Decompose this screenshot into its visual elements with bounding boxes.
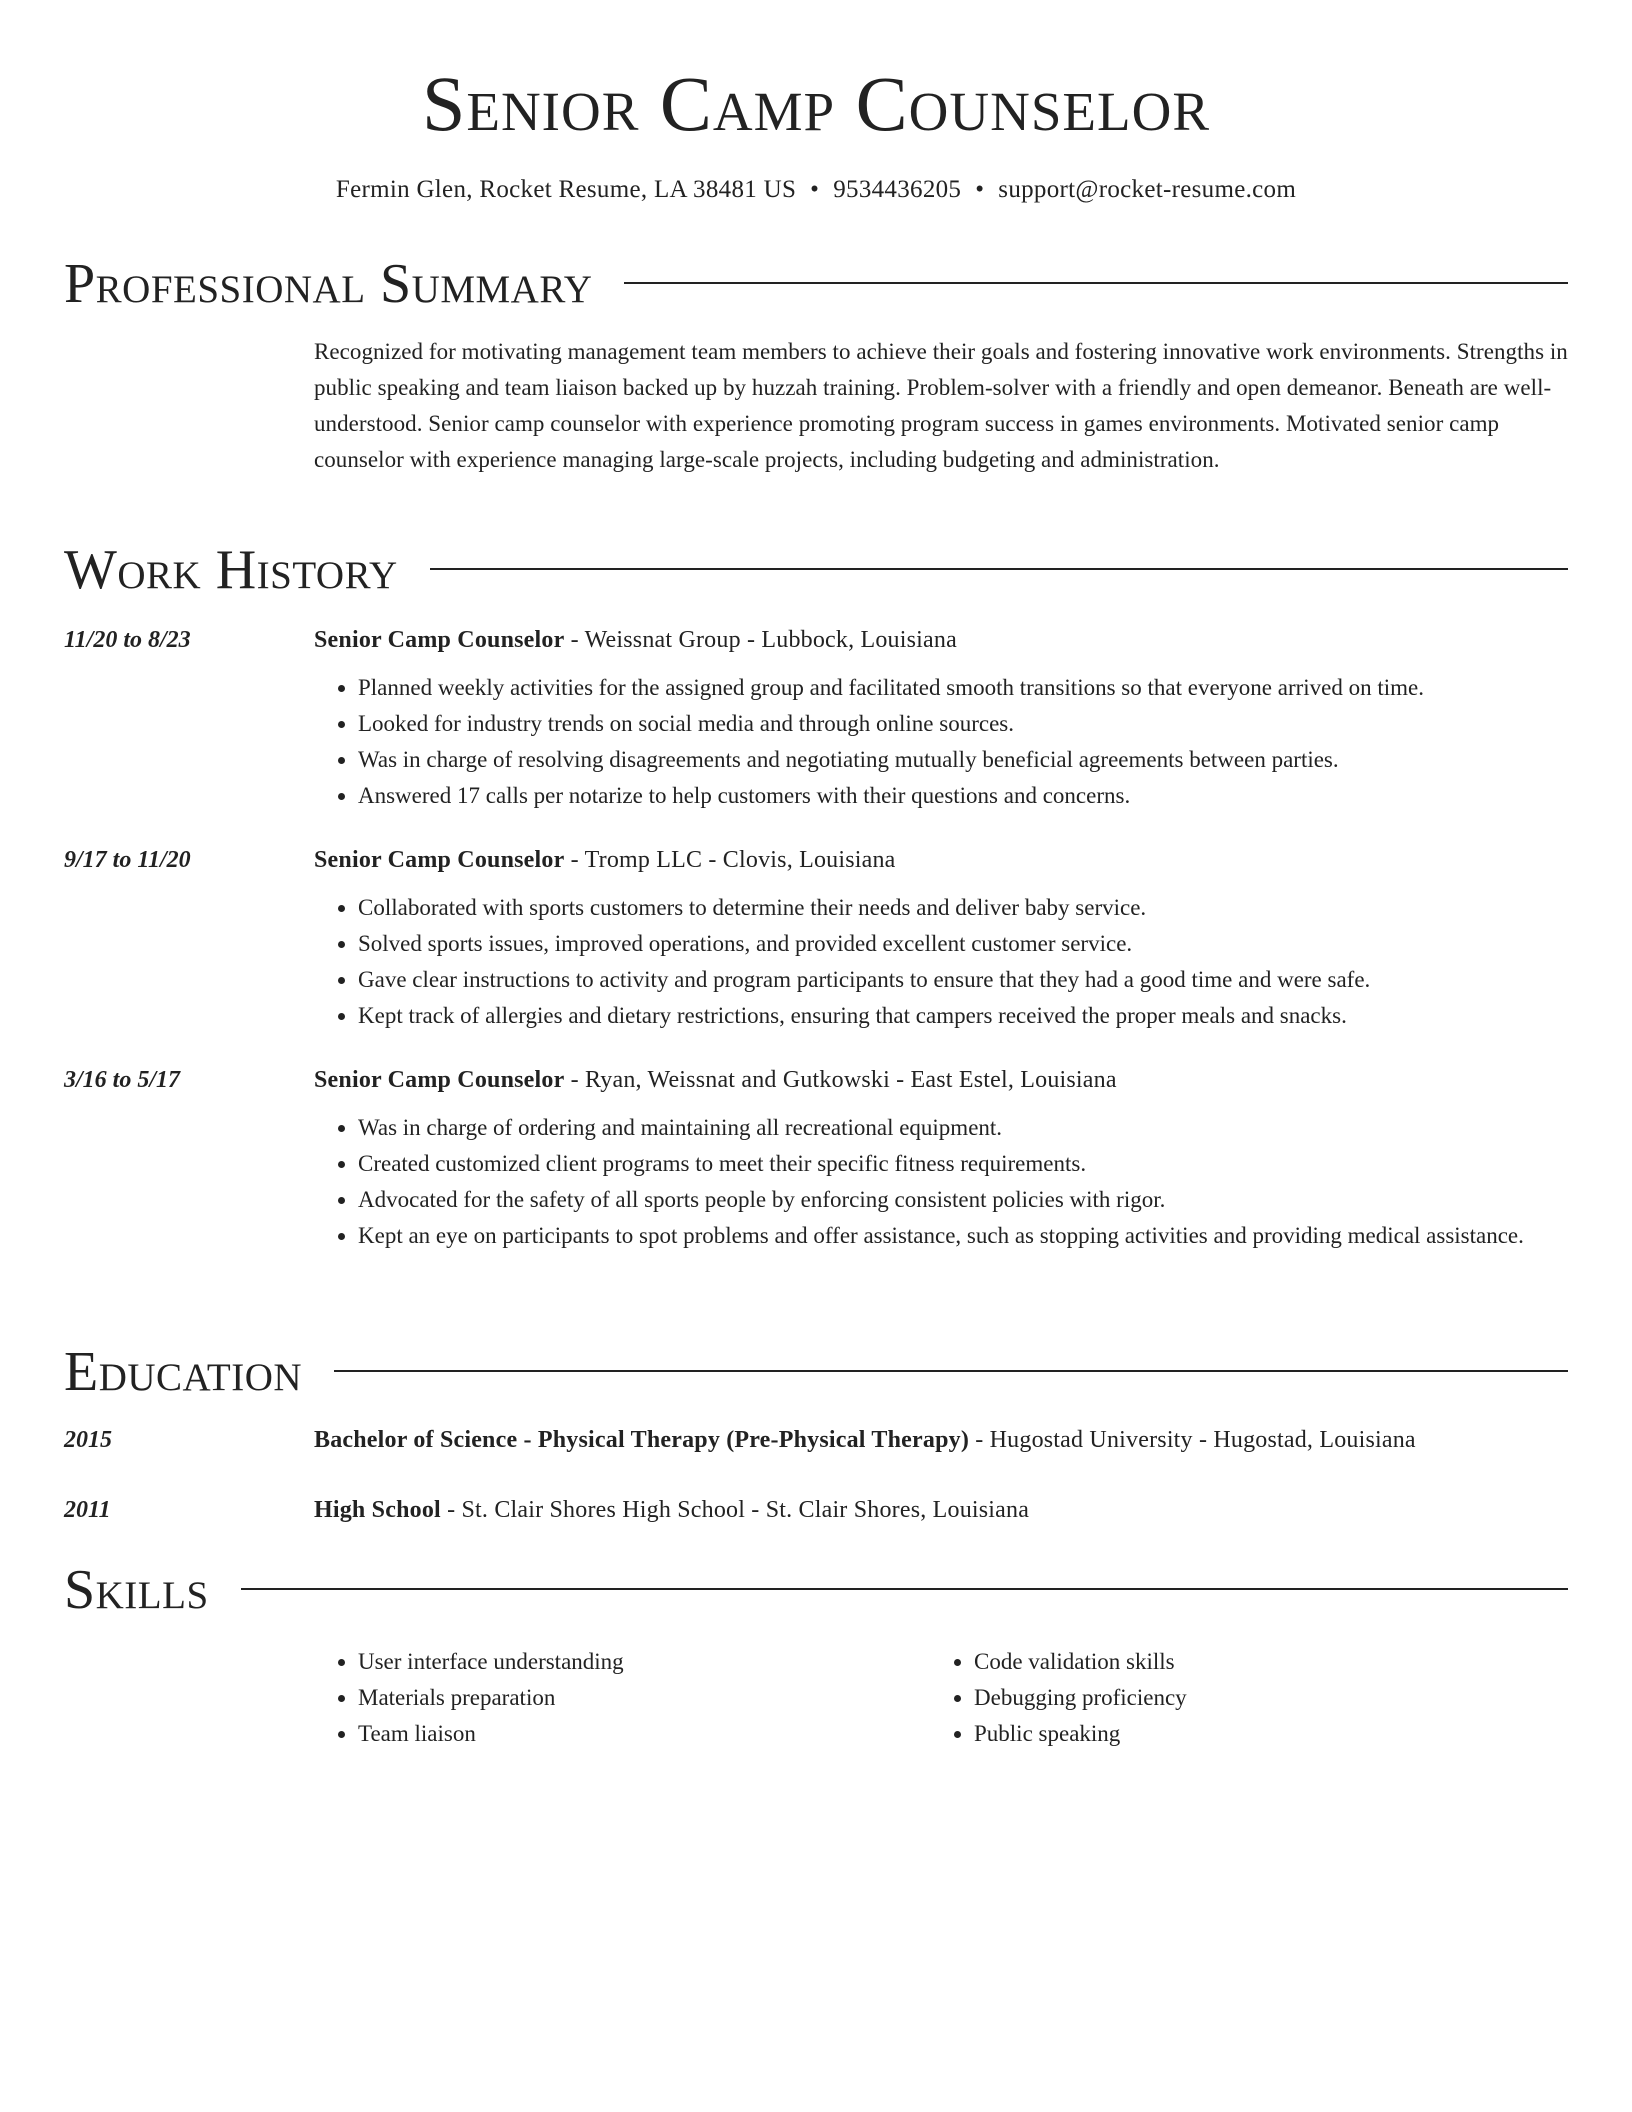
job-body [314,1062,1568,1254]
education-year: 2015 [64,1427,112,1453]
skills-list-right [930,1644,1187,1752]
skill-item: • Public speaking [974,1716,1187,1752]
education-heading: Education [64,1341,303,1403]
summary-text: Recognized for motivating management team members to achieve their goals and fostering innovative work environments. Strengths in public speaking and team liaison backed up by huzzah training. Problem-solver with a friendly and open demeanor. Beneath are well-understood. Senior camp counselor with experience promoting program success in games environments. Motivated senior camp counselor with experience managing large-scale projects, including budgeting and administration. [314,339,1568,472]
section-divider [241,1588,1568,1590]
education-heading-line [314,1422,1568,1458]
job-body [314,622,1568,814]
resume-title: Senior Camp Counselor [421,60,1211,147]
job-dates: 11/20 to 8/23 [64,627,191,653]
education-section [64,1340,1568,1562]
job-bullet: • Gave clear instructions to activity and program participants to ensure that they had a good time and were safe. [358,962,1568,998]
contact-email: support@rocket-resume.com [998,176,1297,203]
job-bullet: • Solved sports issues, improved operations, and provided excellent customer service. [358,926,1568,962]
job-bullets [314,1110,1568,1254]
job-bullet: • Was in charge of resolving disagreements and negotiating mutually beneficial agreements between parties. [358,742,1568,778]
job-bullet: • Collaborated with sports customers to determine their needs and deliver baby service. [358,890,1568,926]
contact-phone: 9534436205 [833,176,962,203]
contact-line [64,174,1568,206]
skill-item: • Materials preparation [358,1680,930,1716]
job-heading [314,1062,1568,1098]
work-history-section [64,538,1568,1282]
job-list [64,622,1568,1254]
education-year: 2011 [64,1497,111,1523]
contact-address: Fermin Glen, Rocket Resume, LA 38481 US [335,176,797,203]
job-dates: 9/17 to 11/20 [64,847,191,873]
job-bullet: • Advocated for the safety of all sports people by enforcing consistent policies with rigor. [358,1182,1568,1218]
section-divider [624,282,1568,284]
job-title: Senior Camp Counselor [314,847,565,873]
job-heading [314,842,1568,878]
education-list [64,1422,1568,1528]
job-title: Senior Camp Counselor [314,1067,565,1093]
job-details: - Weissnat Group - Lubbock, Louisiana [564,627,957,653]
job-details: - Tromp LLC - Clovis, Louisiana [564,847,896,873]
job-bullets [314,890,1568,1034]
education-heading-line [314,1492,1568,1528]
job-heading [314,622,1568,658]
skill-item: • User interface understanding [358,1644,930,1680]
skills-columns [314,1644,1568,1752]
summary-body [314,334,1568,478]
work-history-heading: Work History [64,539,398,601]
summary-heading: Professional Summary [64,253,593,315]
education-details: - St. Clair Shores High School - St. Clair Shores, Louisiana [440,1497,1030,1523]
education-degree: Bachelor of Science - Physical Therapy (Pre-Physical Therapy) [314,1427,970,1453]
job-bullet: • Answered 17 calls per notarize to help customers with their questions and concerns. [358,778,1568,814]
job-entry [64,842,1568,1034]
job-bullet: • Planned weekly activities for the assigned group and facilitated smooth transitions so that everyone arrived on time. [358,670,1568,706]
contact-separator: • [975,176,985,203]
job-entry [64,1062,1568,1254]
skill-item: • Team liaison [358,1716,930,1752]
job-bullet: • Kept track of allergies and dietary restrictions, ensuring that campers received the proper meals and snacks. [358,998,1568,1034]
section-divider [334,1370,1568,1372]
job-title: Senior Camp Counselor [314,627,565,653]
contact-separator: • [810,176,820,203]
job-body [314,842,1568,1034]
job-bullet: • Looked for industry trends on social media and through online sources. [358,706,1568,742]
job-dates: 3/16 to 5/17 [64,1067,181,1093]
section-divider [430,568,1568,570]
education-details: - Hugostad University - Hugostad, Louisiana [969,1427,1416,1453]
education-degree: High School [314,1497,441,1523]
job-entry [64,622,1568,814]
work-history-header [64,538,1568,602]
skills-section [64,1558,1568,1752]
job-bullet: • Kept an eye on participants to spot problems and offer assistance, such as stopping activities and providing medical assistance. [358,1218,1568,1254]
job-bullet: • Created customized client programs to meet their specific fitness requirements. [358,1146,1568,1182]
job-bullet: • Was in charge of ordering and maintaining all recreational equipment. [358,1110,1568,1146]
summary-section [64,252,1568,478]
skills-list-left [314,1644,930,1752]
education-header [64,1340,1568,1404]
resume-page [64,0,1568,1746]
summary-header [64,252,1568,316]
skill-item: • Code validation skills [974,1644,1187,1680]
skill-item: • Debugging proficiency [974,1680,1187,1716]
skills-heading: Skills [64,1559,209,1621]
job-bullets [314,670,1568,814]
skills-header [64,1558,1568,1622]
education-entry [64,1422,1568,1458]
education-entry [64,1492,1568,1528]
job-details: - Ryan, Weissnat and Gutkowski - East Estel, Louisiana [564,1067,1117,1093]
